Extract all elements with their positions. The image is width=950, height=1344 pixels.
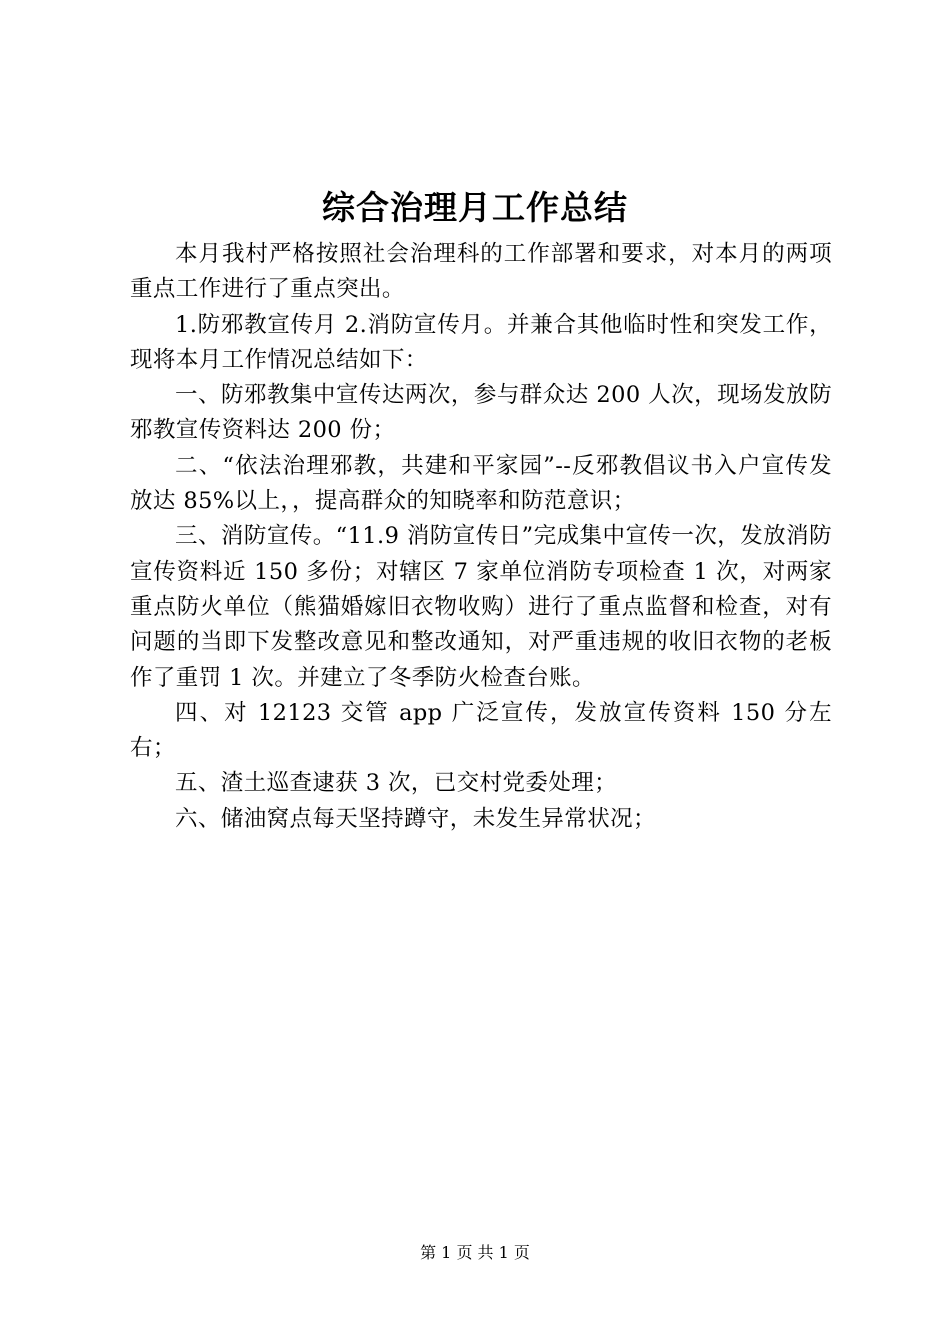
body-paragraph: 一、防邪教集中宣传达两次，参与群众达 200 人次，现场发放防邪教宣传资料达 200 份； bbox=[130, 382, 832, 444]
document-body bbox=[130, 237, 832, 837]
body-paragraph: 本月我村严格按照社会治理科的工作部署和要求，对本月的两项重点工作进行了重点突出。 bbox=[130, 241, 832, 303]
document-title: 综合治理月工作总结 bbox=[322, 188, 628, 227]
body-paragraph: 四、对 12123 交管 app 广泛宣传，发放宣传资料 150 分左右； bbox=[130, 699, 832, 762]
body-paragraph: 五、渣土巡查逮获 3 次，已交村党委处理； bbox=[175, 770, 618, 797]
body-paragraph: 三、消防宣传。“11.9 消防宣传日”完成集中宣传一次，发放消防宣传资料近 150 多份；对辖区 7 家单位消防专项检查 1 次，对两家重点防火单位（熊猫婚嫁旧衣物收购）进行了重点监督和检查，对有问题的当即下发整改意见和整改通知，对严重违规的收旧衣物的老板作了重罚 1 次。并建立了冬季防火检查台账。 bbox=[130, 523, 832, 691]
body-paragraph: 二、“依法治理邪教，共建和平家园”--反邪教倡议书入户宣传发放达 85%以上，，提高群众的知晓率和防范意识； bbox=[130, 452, 832, 515]
page-number-footer: 第 1 页 共 1 页 bbox=[420, 1243, 530, 1262]
body-paragraph: 六、储油窝点每天坚持蹲守，未发生异常状况； bbox=[175, 805, 656, 832]
body-paragraph: 1.防邪教宣传月 2.消防宣传月。并兼合其他临时性和突发工作，现将本月工作情况总结如下： bbox=[130, 311, 832, 373]
